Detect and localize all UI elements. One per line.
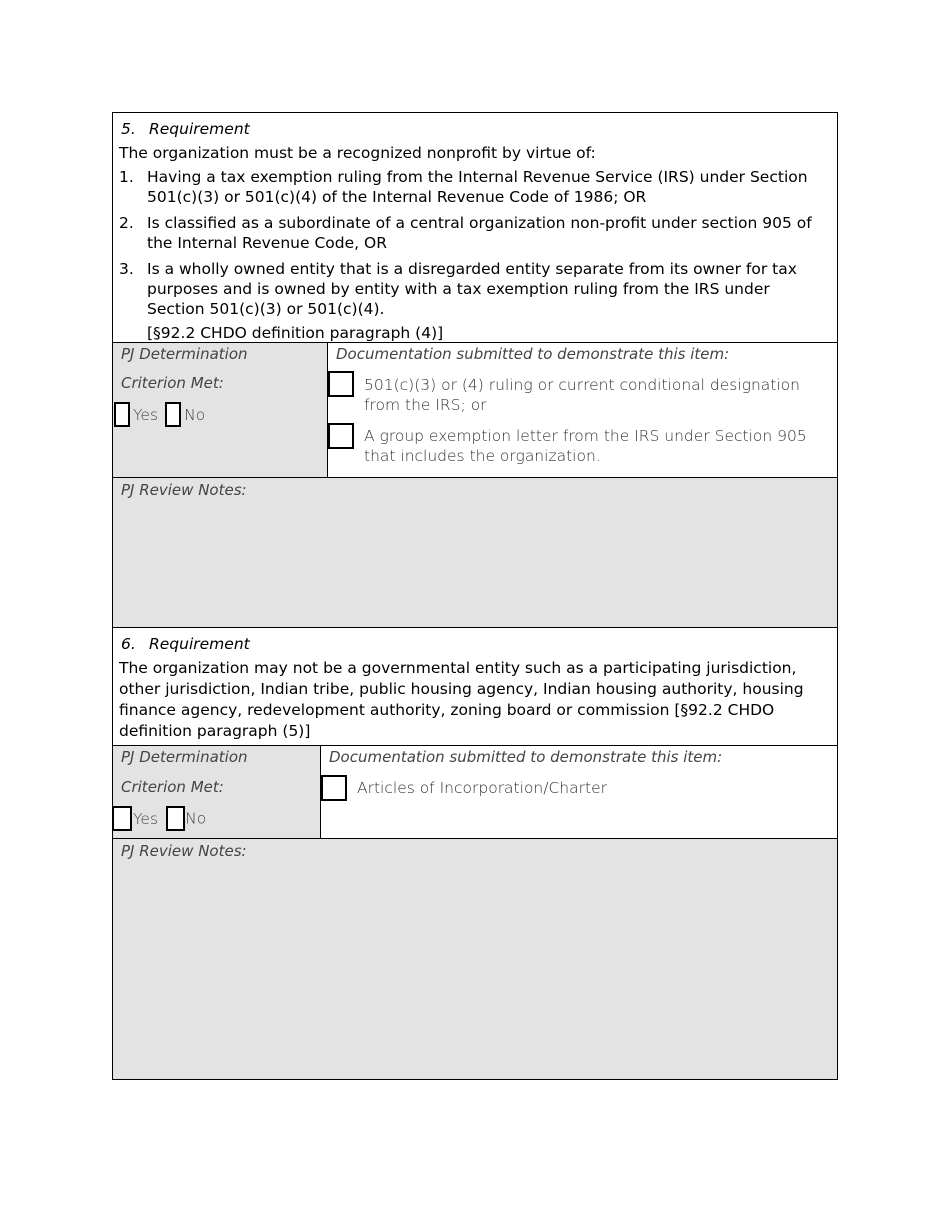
review-notes-label: PJ Review Notes: — [121, 842, 247, 860]
no-label: No — [185, 809, 207, 828]
yes-no-group — [112, 806, 206, 831]
requirement-5-citation: [§92.2 CHDO definition paragraph (4)] — [147, 324, 444, 342]
doc-item-articles: Articles of Incorporation/Charter — [357, 779, 607, 797]
doc-checkbox-irs-ruling[interactable] — [328, 371, 354, 397]
documentation-label: Documentation submitted to demonstrate this item: — [336, 345, 730, 363]
yes-no-group — [114, 402, 205, 427]
list-item — [119, 167, 831, 207]
doc-item-group-exemption: A group exemption letter from the IRS under Section 905 that includes the organization. — [364, 427, 807, 465]
requirement-5-review-notes[interactable] — [113, 478, 837, 628]
yes-label: Yes — [133, 405, 159, 424]
requirement-5-title — [119, 119, 831, 139]
requirement-6-number: 6. — [121, 635, 136, 653]
list-item — [119, 213, 831, 253]
yes-label: Yes — [133, 809, 159, 828]
list-item-text: Is classified as a subordinate of a central organization non-profit under section 905 of the Internal Revenue Code, OR — [147, 214, 812, 252]
requirement-6-determination — [113, 746, 321, 838]
requirement-5-intro: The organization must be a recognized nonprofit by virtue of: — [119, 144, 596, 162]
requirement-5-heading: Requirement — [149, 120, 250, 138]
no-label: No — [184, 405, 206, 424]
requirement-5-section — [113, 113, 837, 343]
requirement-5-determination-row — [113, 343, 837, 478]
pj-determination-label: PJ Determination — [121, 345, 248, 363]
chdo-requirements-form — [112, 112, 838, 1080]
list-item-number: 1. — [119, 168, 134, 186]
list-item-number: 3. — [119, 260, 134, 278]
requirement-6-title — [119, 634, 831, 654]
list-item-text: Having a tax exemption ruling from the Internal Revenue Service (IRS) under Section 501(c)(3) or 501(c)(4) of the Internal Revenue Code of 1986; OR — [147, 168, 808, 206]
requirement-5-number: 5. — [121, 120, 136, 138]
requirement-5-list — [119, 167, 831, 319]
criterion-met-label: Criterion Met: — [121, 374, 224, 392]
doc-checkbox-articles[interactable] — [321, 775, 347, 801]
no-checkbox[interactable] — [166, 806, 185, 831]
documentation-label: Documentation submitted to demonstrate this item: — [329, 748, 723, 766]
criterion-met-label: Criterion Met: — [121, 778, 224, 796]
pj-determination-label: PJ Determination — [121, 748, 248, 766]
requirement-6-review-notes[interactable] — [113, 839, 837, 1079]
requirement-5-determination — [113, 343, 328, 477]
requirement-6-heading: Requirement — [149, 635, 250, 653]
requirement-6-documentation — [321, 746, 837, 838]
list-item — [119, 259, 831, 319]
list-item-text: Is a wholly owned entity that is a disregarded entity separate from its owner for tax purposes and is owned by entity with a tax exemption ruling from the IRS under Section 501(c)(3) or 501(c)(4). — [147, 260, 797, 318]
list-item-number: 2. — [119, 214, 134, 232]
review-notes-label: PJ Review Notes: — [121, 481, 247, 499]
yes-checkbox[interactable] — [114, 402, 130, 427]
doc-checkbox-group-exemption[interactable] — [328, 423, 354, 449]
requirement-6-determination-row — [113, 746, 837, 839]
doc-item-irs-ruling: 501(c)(3) or (4) ruling or current conditional designation from the IRS; or — [364, 376, 800, 414]
requirement-6-section — [113, 628, 837, 746]
no-checkbox[interactable] — [165, 402, 181, 427]
requirement-5-documentation — [328, 343, 837, 477]
requirement-6-text: The organization may not be a governmental entity such as a participating jurisdiction, other jurisdiction, Indian tribe, public housing agency, Indian housing authority, housing finance agency, redevelopment authority, zoning board or commission [§92.2 CHDO definition paragraph (5)] — [119, 659, 804, 740]
yes-checkbox[interactable] — [112, 806, 132, 831]
